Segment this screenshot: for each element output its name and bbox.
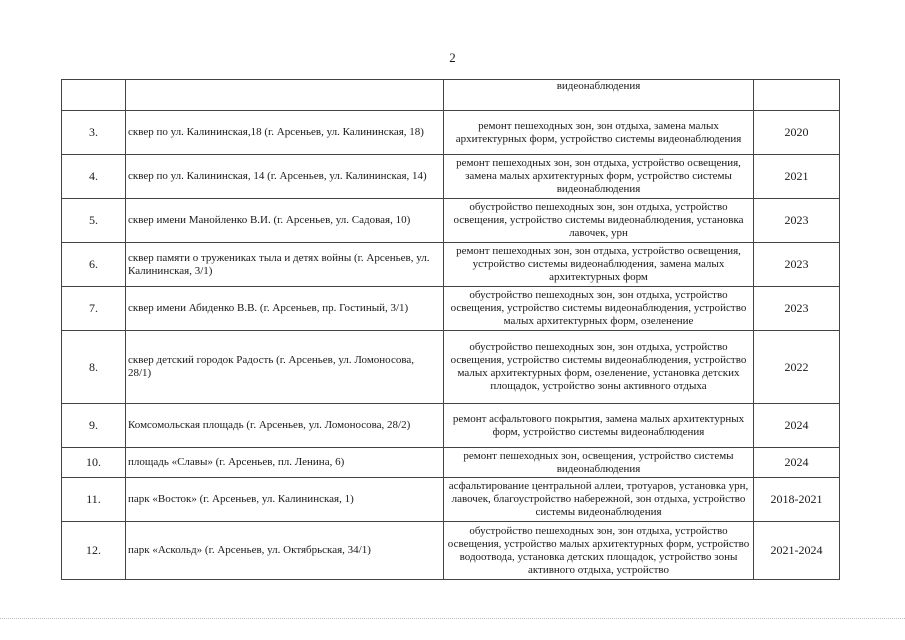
table-row	[62, 80, 840, 111]
row-number-cell: 5.	[62, 199, 126, 243]
year-cell: 2021-2024	[754, 522, 840, 580]
year-cell: 2023	[754, 199, 840, 243]
row-number-cell: 6.	[62, 243, 126, 287]
table-row	[62, 404, 840, 448]
object-name-cell: сквер по ул. Калининская, 14 (г. Арсеньев, ул. Калининская, 14)	[126, 155, 444, 199]
row-number-cell	[62, 80, 126, 111]
table-row	[62, 448, 840, 478]
works-cell: обустройство пешеходных зон, зон отдыха, устройство освещения, устройство системы видеонаблюдения, установка лавочек, урн	[444, 199, 754, 243]
row-number-cell: 9.	[62, 404, 126, 448]
row-number-cell: 11.	[62, 478, 126, 522]
improvement-objects-table	[61, 79, 840, 580]
table-row	[62, 199, 840, 243]
works-cell: видеонаблюдения	[444, 80, 754, 111]
works-cell: ремонт асфальтового покрытия, замена малых архитектурных форм, устройство системы видеонаблюдения	[444, 404, 754, 448]
object-name-cell: сквер памяти о тружениках тыла и детях войны (г. Арсеньев, ул. Калининская, 3/1)	[126, 243, 444, 287]
object-name-cell: сквер имени Манойленко В.И. (г. Арсеньев, ул. Садовая, 10)	[126, 199, 444, 243]
row-number-cell: 4.	[62, 155, 126, 199]
works-cell: обустройство пешеходных зон, зон отдыха, устройство освещения, устройство системы видеонаблюдения, устройство малых архитектурных форм, озеленение	[444, 287, 754, 331]
year-cell: 2018-2021	[754, 478, 840, 522]
page-bottom-divider	[0, 618, 905, 621]
year-cell: 2020	[754, 111, 840, 155]
page-number: 2	[449, 50, 456, 65]
table-row	[62, 287, 840, 331]
works-cell: асфальтирование центральной аллеи, тротуаров, установка урн, лавочек, благоустройство набережной, зон отдыха, устройство системы видеонаблюдения	[444, 478, 754, 522]
table-row	[62, 478, 840, 522]
year-cell: 2024	[754, 404, 840, 448]
year-cell: 2023	[754, 243, 840, 287]
table-row	[62, 331, 840, 404]
object-name-cell: площадь «Славы» (г. Арсеньев, пл. Ленина, 6)	[126, 448, 444, 478]
row-number-cell: 10.	[62, 448, 126, 478]
object-name-cell: парк «Восток» (г. Арсеньев, ул. Калининская, 1)	[126, 478, 444, 522]
row-number-cell: 3.	[62, 111, 126, 155]
works-cell: обустройство пешеходных зон, зон отдыха, устройство освещения, устройство системы видеонаблюдения, устройство малых архитектурных форм, озеленение, установка детских площадок, устройство зоны активного отдыха	[444, 331, 754, 404]
year-cell	[754, 80, 840, 111]
table-row	[62, 111, 840, 155]
object-name-cell	[126, 80, 444, 111]
row-number-cell: 7.	[62, 287, 126, 331]
table-row	[62, 243, 840, 287]
object-name-cell: парк «Аскольд» (г. Арсеньев, ул. Октябрьская, 34/1)	[126, 522, 444, 580]
year-cell: 2024	[754, 448, 840, 478]
row-number-cell: 12.	[62, 522, 126, 580]
year-cell: 2022	[754, 331, 840, 404]
row-number-cell: 8.	[62, 331, 126, 404]
object-name-cell: сквер имени Абиденко В.В. (г. Арсеньев, пр. Гостиный, 3/1)	[126, 287, 444, 331]
works-cell: ремонт пешеходных зон, зон отдыха, замена малых архитектурных форм, устройство системы видеонаблюдения	[444, 111, 754, 155]
works-cell: ремонт пешеходных зон, освещения, устройство системы видеонаблюдения	[444, 448, 754, 478]
works-cell: ремонт пешеходных зон, зон отдыха, устройство освещения, устройство системы видеонаблюдения, замена малых архитектурных форм	[444, 243, 754, 287]
object-name-cell: Комсомольская площадь (г. Арсеньев, ул. Ломоносова, 28/2)	[126, 404, 444, 448]
object-name-cell: сквер детский городок Радость (г. Арсеньев, ул. Ломоносова, 28/1)	[126, 331, 444, 404]
works-cell: ремонт пешеходных зон, зон отдыха, устройство освещения, замена малых архитектурных форм, устройство системы видеонаблюдения	[444, 155, 754, 199]
year-cell: 2023	[754, 287, 840, 331]
year-cell: 2021	[754, 155, 840, 199]
works-cell: обустройство пешеходных зон, зон отдыха, устройство освещения, устройство малых архитектурных форм, устройство водоотвода, установка детских площадок, устройство зоны активного отдыха, устройство	[444, 522, 754, 580]
table-row	[62, 522, 840, 580]
table-row	[62, 155, 840, 199]
object-name-cell: сквер по ул. Калининская,18 (г. Арсеньев, ул. Калининская, 18)	[126, 111, 444, 155]
